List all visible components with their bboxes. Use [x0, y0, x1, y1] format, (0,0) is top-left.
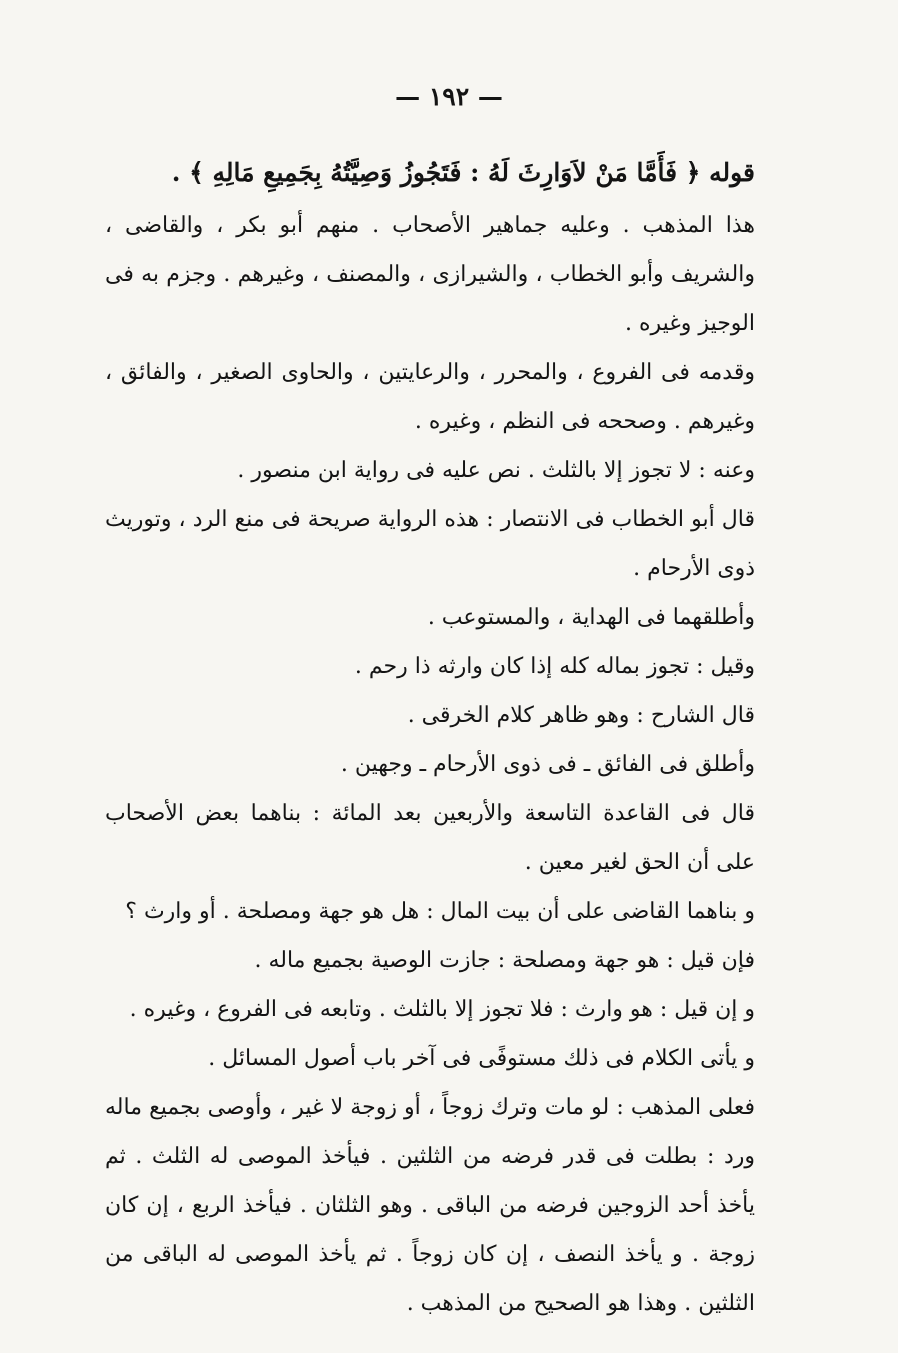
- paragraph-8: وأطلق فى الفائق ـ فى ذوى الأرحام ـ وجهين .: [340, 752, 755, 777]
- page-body: [105, 148, 755, 1328]
- paragraph-9: قال فى القاعدة التاسعة والأربعين بعد المائة : بناهما بعض الأصحاب على أن الحق لغير معين .: [105, 801, 755, 875]
- paragraph-14: فعلى المذهب : لو مات وترك زوجاً ، أو زوجة لا غير ، وأوصى بجميع ماله ورد : بطلت فى قدر فرضه من الثلثين . فيأخذ الموصى له الثلث . ثم يأخذ أحد الزوجين فرضه من الباقى . وهو الثلثان . فيأخذ الربع ، إن كان زوجة . و يأخذ النصف ، إن كان زوجاً . ثم يأخذ الموصى له الباقى من الثلثين . وهذا هو الصحيح من المذهب .: [105, 1095, 755, 1316]
- paragraph-3: وعنه : لا تجوز إلا بالثلث . نص عليه فى رواية ابن منصور .: [237, 458, 755, 483]
- paragraph-13: و يأتى الكلام فى ذلك مستوفًى فى آخر باب أصول المسائل .: [208, 1046, 755, 1071]
- paragraph-7: قال الشارح : وهو ظاهر كلام الخرقى .: [407, 703, 755, 728]
- page-number: — ١٩٢ —: [395, 82, 503, 111]
- paragraph-1: هذا المذهب . وعليه جماهير الأصحاب . منهم أبو بكر ، والقاضى ، والشريف وأبو الخطاب ، والشيرازى ، والمصنف ، وغيرهم . وجزم به فى الوجيز وغيره .: [105, 213, 755, 336]
- paragraph-10: و بناهما القاضى على أن بيت المال : هل هو جهة ومصلحة . أو وارث ؟: [125, 899, 755, 924]
- paragraph-2: وقدمه فى الفروع ، والمحرر ، والرعايتين ، والحاوى الصغير ، والفائق ، وغيرهم . وصححه فى النظم ، وغيره .: [105, 360, 755, 434]
- paragraph-11: فإن قيل : هو جهة ومصلحة : جازت الوصية بجميع ماله .: [254, 948, 755, 973]
- paragraph-6: وقيل : تجوز بماله كله إذا كان وارثه ذا رحم .: [354, 654, 755, 679]
- paragraph-12: و إن قيل : هو وارث : فلا تجوز إلا بالثلث . وتابعه فى الفروع ، وغيره .: [129, 997, 755, 1022]
- section-heading: قوله ﴿ فَأَمَّا مَنْ لاَوَارِثَ لَهُ : فَتَجُوزُ وَصِيَّتُهُ بِجَمِيعِ مَالِهِ ﴾ .: [171, 158, 755, 187]
- paragraph-5: وأطلقهما فى الهداية ، والمستوعب .: [427, 605, 755, 630]
- paragraph-4: قال أبو الخطاب فى الانتصار : هذه الرواية صريحة فى منع الرد ، وتوريث ذوى الأرحام .: [105, 507, 755, 581]
